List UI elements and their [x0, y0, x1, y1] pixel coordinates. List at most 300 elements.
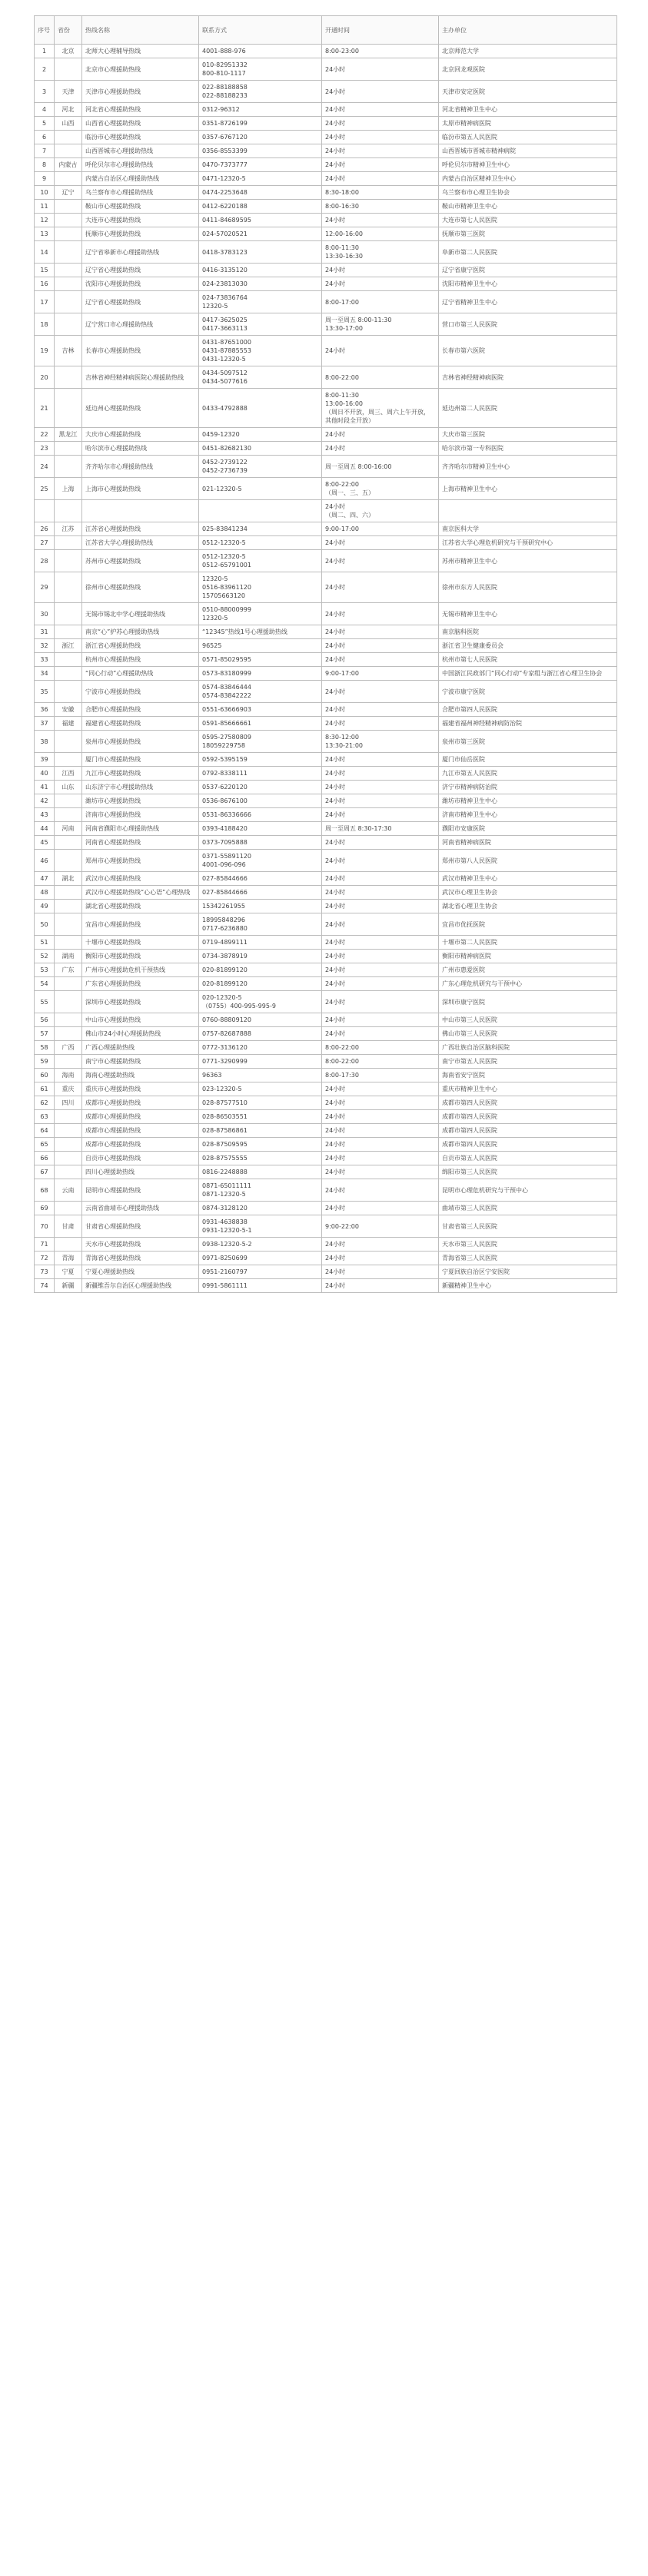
row-phone: 024-73836764 12320-5 [199, 291, 322, 313]
table-row [35, 117, 617, 131]
row-hours: 24小时 [322, 1238, 439, 1252]
row-organizer: 徐州市东方人民医院 [439, 572, 617, 603]
row-number: 54 [35, 977, 55, 991]
row-province: 甘肃 [55, 1215, 82, 1238]
row-organizer: 河南省精神病医院 [439, 836, 617, 850]
row-organizer: 天津市安定医院 [439, 81, 617, 103]
row-number: 24 [35, 456, 55, 478]
row-hours: 24小时 [322, 936, 439, 950]
hotline-table [34, 15, 617, 1293]
row-province [55, 794, 82, 808]
hotline-document [34, 15, 616, 1293]
row-phone: 0951-2160797 [199, 1265, 322, 1279]
row-phone: 0431-87651000 0431-87885553 0431-12320-5 [199, 336, 322, 366]
table-row [35, 977, 617, 991]
table-row [35, 913, 617, 936]
row-phone: 0551-63666903 [199, 703, 322, 717]
row-organizer: 绵阳市第三人民医院 [439, 1165, 617, 1179]
row-hotline-name: 山西省心理援助热线 [82, 117, 199, 131]
table-row [35, 103, 617, 117]
table-row [35, 717, 617, 731]
row-hotline-name: 武汉市心理援助热线 [82, 872, 199, 886]
row-hours: 24小时 [322, 1279, 439, 1293]
row-hotline-name: 郑州市心理援助热线 [82, 850, 199, 872]
row-hours: 24小时 [322, 144, 439, 158]
row-hours: 24小时 [322, 336, 439, 366]
row-province [55, 200, 82, 214]
row-number: 20 [35, 366, 55, 389]
row-province [55, 681, 82, 703]
row-hotline-name: 宜昌市心理援助热线 [82, 913, 199, 936]
row-organizer: 合肥市第四人民医院 [439, 703, 617, 717]
row-organizer: 哈尔滨市第一专科医院 [439, 442, 617, 456]
row-number: 29 [35, 572, 55, 603]
row-number: 61 [35, 1082, 55, 1096]
row-hotline-name [82, 500, 199, 522]
row-hotline-name: 辽宁营口市心理援助热线 [82, 313, 199, 336]
row-number [35, 500, 55, 522]
table-row [35, 1124, 617, 1138]
row-organizer: 甘肃省第三人民医院 [439, 1215, 617, 1238]
row-province [55, 1055, 82, 1069]
row-phone: 028-87509595 [199, 1138, 322, 1152]
row-hotline-name: 南京“心”护苏心理援助热线 [82, 625, 199, 639]
row-organizer: 泉州市第三医院 [439, 731, 617, 753]
row-hours: 24小时 [322, 103, 439, 117]
table-row [35, 950, 617, 963]
row-hotline-name: 成都市心理援助热线 [82, 1110, 199, 1124]
row-province: 湖南 [55, 950, 82, 963]
row-hotline-name: 广东省心理援助热线 [82, 977, 199, 991]
row-province [55, 291, 82, 313]
row-hours: 8:30-18:00 [322, 186, 439, 200]
row-number: 41 [35, 781, 55, 794]
row-number: 67 [35, 1165, 55, 1179]
row-organizer: 南京脑科医院 [439, 625, 617, 639]
row-province [55, 366, 82, 389]
row-hotline-name: 长春市心理援助热线 [82, 336, 199, 366]
row-province: 新疆 [55, 1279, 82, 1293]
row-organizer: 杭州市第七人民医院 [439, 653, 617, 667]
row-phone: 0931-4638838 0931-12320-5-1 [199, 1215, 322, 1238]
row-number: 65 [35, 1138, 55, 1152]
row-organizer: 太原市精神病医院 [439, 117, 617, 131]
row-hotline-name: 佛山市24小时心理援助热线 [82, 1027, 199, 1041]
row-organizer: 苏州市精神卫生中心 [439, 550, 617, 572]
row-hours: 24小时 [322, 1027, 439, 1041]
row-number: 57 [35, 1027, 55, 1041]
row-province [55, 264, 82, 277]
row-phone: 0531-86336666 [199, 808, 322, 822]
row-hotline-name: 衡阳市心理援助热线 [82, 950, 199, 963]
row-organizer: 辽宁省精神卫生中心 [439, 291, 617, 313]
row-number: 14 [35, 241, 55, 264]
row-hours: 24小时 [322, 1013, 439, 1027]
table-row [35, 1238, 617, 1252]
row-phone: 0357-6767120 [199, 131, 322, 144]
table-row [35, 900, 617, 913]
row-number: 71 [35, 1238, 55, 1252]
row-number: 34 [35, 667, 55, 681]
row-hotline-name: 乌兰察布市心理援助热线 [82, 186, 199, 200]
row-organizer: 厦门市仙岳医院 [439, 753, 617, 767]
row-number: 50 [35, 913, 55, 936]
row-number: 19 [35, 336, 55, 366]
row-phone: 0416-3135120 [199, 264, 322, 277]
row-phone: 028-87586861 [199, 1124, 322, 1138]
row-province [55, 653, 82, 667]
row-hotline-name: 延边州心理援助热线 [82, 389, 199, 428]
row-hotline-name: 济南市心理援助热线 [82, 808, 199, 822]
row-organizer: 湖北省心理卫生协会 [439, 900, 617, 913]
row-hours: 24小时 [322, 172, 439, 186]
table-row [35, 81, 617, 103]
row-organizer: 重庆市精神卫生中心 [439, 1082, 617, 1096]
table-row [35, 753, 617, 767]
table-row [35, 991, 617, 1013]
row-phone: 024-57020521 [199, 227, 322, 241]
row-phone: 010-82951332 800-810-1117 [199, 58, 322, 81]
row-hours: 8:00-16:30 [322, 200, 439, 214]
row-number: 42 [35, 794, 55, 808]
row-hotline-name: 广州市心理援助危机干预热线 [82, 963, 199, 977]
row-hours: 24小时 [322, 1265, 439, 1279]
row-hours: 24小时 [322, 277, 439, 291]
row-hours: 24小时 [322, 428, 439, 442]
table-row [35, 1069, 617, 1082]
row-province [55, 536, 82, 550]
row-hotline-name: 山东济宁市心理援助热线 [82, 781, 199, 794]
row-province: 广西 [55, 1041, 82, 1055]
table-row [35, 336, 617, 366]
row-province [55, 936, 82, 950]
row-organizer: 鞍山市精神卫生中心 [439, 200, 617, 214]
row-number: 38 [35, 731, 55, 753]
table-row [35, 277, 617, 291]
row-province [55, 886, 82, 900]
row-phone: 0760-88809120 [199, 1013, 322, 1027]
row-hours: 8:00-22:00 [322, 1055, 439, 1069]
row-number: 58 [35, 1041, 55, 1055]
row-province [55, 500, 82, 522]
row-organizer: 成都市第四人民医院 [439, 1138, 617, 1152]
row-hotline-name: 九江市心理援助热线 [82, 767, 199, 781]
table-row [35, 1202, 617, 1215]
table-row [35, 1138, 617, 1152]
row-hotline-name: 辽宁省心理援助热线 [82, 291, 199, 313]
row-phone: 0411-84689595 [199, 214, 322, 227]
row-number: 40 [35, 767, 55, 781]
row-hotline-name: 呼伦贝尔市心理援助热线 [82, 158, 199, 172]
row-number: 30 [35, 603, 55, 625]
table-row [35, 522, 617, 536]
row-organizer: 无锡市精神卫生中心 [439, 603, 617, 625]
row-number: 23 [35, 442, 55, 456]
row-phone: 021-12320-5 [199, 478, 322, 500]
row-phone: 020-12320-5 （0755）400-995-995-9 [199, 991, 322, 1013]
row-province: 海南 [55, 1069, 82, 1082]
row-organizer: 江苏省大学心理危机研究与干预研究中心 [439, 536, 617, 550]
row-hours: 24小时 [322, 1252, 439, 1265]
row-province: 北京 [55, 45, 82, 58]
row-province [55, 731, 82, 753]
row-hotline-name: 天水市心理援助热线 [82, 1238, 199, 1252]
row-organizer: 营口市第三人民医院 [439, 313, 617, 336]
row-province [55, 389, 82, 428]
table-row [35, 144, 617, 158]
row-hours: 24小时 [322, 872, 439, 886]
row-hotline-name: 海南心理援助热线 [82, 1069, 199, 1082]
row-province [55, 131, 82, 144]
row-phone: 0591-85666661 [199, 717, 322, 731]
row-organizer: 成都市第四人民医院 [439, 1110, 617, 1124]
row-number: 59 [35, 1055, 55, 1069]
row-hotline-name: 山西晋城市心理援助热线 [82, 144, 199, 158]
row-number: 5 [35, 117, 55, 131]
header-phone: 联系方式 [199, 16, 322, 45]
row-number: 63 [35, 1110, 55, 1124]
table-row [35, 1265, 617, 1279]
row-hours: 24小时 [322, 264, 439, 277]
row-hours: 24小时 [322, 1082, 439, 1096]
row-province: 吉林 [55, 336, 82, 366]
row-hours: 24小时 [322, 767, 439, 781]
table-row [35, 963, 617, 977]
row-hotline-name: 南宁市心理援助热线 [82, 1055, 199, 1069]
row-hours: 24小时 [322, 81, 439, 103]
row-number: 36 [35, 703, 55, 717]
row-hotline-name: 河南省濮阳市心理援助热线 [82, 822, 199, 836]
row-number: 31 [35, 625, 55, 639]
row-hotline-name: 哈尔滨市心理援助热线 [82, 442, 199, 456]
row-number: 70 [35, 1215, 55, 1238]
row-phone: 0474-2253648 [199, 186, 322, 200]
table-row [35, 836, 617, 850]
row-number: 6 [35, 131, 55, 144]
row-organizer: 佛山市第三人民医院 [439, 1027, 617, 1041]
table-row [35, 822, 617, 836]
row-hotline-name: 十堰市心理援助热线 [82, 936, 199, 950]
table-row [35, 625, 617, 639]
table-row [35, 131, 617, 144]
row-province: 宁夏 [55, 1265, 82, 1279]
row-phone: 0574-83846444 0574-83842222 [199, 681, 322, 703]
row-number: 21 [35, 389, 55, 428]
row-hours: 9:00-17:00 [322, 667, 439, 681]
row-province [55, 1138, 82, 1152]
row-organizer: 南京医科大学 [439, 522, 617, 536]
row-hotline-name: 苏州市心理援助热线 [82, 550, 199, 572]
row-province: 上海 [55, 478, 82, 500]
row-hotline-name: 武汉市心理援助热线“心心语”心理热线 [82, 886, 199, 900]
row-phone: 024-23813030 [199, 277, 322, 291]
row-hotline-name: 潍坊市心理援助热线 [82, 794, 199, 808]
row-organizer: 青海省第三人民医院 [439, 1252, 617, 1265]
row-organizer: 内蒙古自治区精神卫生中心 [439, 172, 617, 186]
row-hours: 24小时 [322, 131, 439, 144]
row-hotline-name: 吉林省神经精神病医院心理援助热线 [82, 366, 199, 389]
row-province: 辽宁 [55, 186, 82, 200]
row-phone: 0573-83180999 [199, 667, 322, 681]
table-row [35, 500, 617, 522]
row-province: 青海 [55, 1252, 82, 1265]
row-hours: 8:00-22:00 [322, 366, 439, 389]
table-row [35, 1055, 617, 1069]
row-province [55, 900, 82, 913]
row-province: 江苏 [55, 522, 82, 536]
row-organizer: 曲靖市第三人民医院 [439, 1202, 617, 1215]
row-hotline-name: 厦门市心理援助热线 [82, 753, 199, 767]
row-hotline-name: 中山市心理援助热线 [82, 1013, 199, 1027]
row-phone: 0816-2248888 [199, 1165, 322, 1179]
row-number: 28 [35, 550, 55, 572]
row-organizer: 浙江省卫生健康委员会 [439, 639, 617, 653]
row-number: 12 [35, 214, 55, 227]
row-phone: 0459-12320 [199, 428, 322, 442]
row-province: 云南 [55, 1179, 82, 1202]
table-row [35, 58, 617, 81]
row-hours: 周一至周五 8:00-16:00 [322, 456, 439, 478]
table-row [35, 291, 617, 313]
row-organizer: 自贡市第五人民医院 [439, 1152, 617, 1165]
row-hours: 24小时 [322, 717, 439, 731]
table-row [35, 639, 617, 653]
row-province [55, 1165, 82, 1179]
row-hotline-name: 辽宁省皋新市心理援助热线 [82, 241, 199, 264]
row-phone: 0874-3128120 [199, 1202, 322, 1215]
row-province: 浙江 [55, 639, 82, 653]
row-province [55, 1027, 82, 1041]
row-phone: 0595-27580809 18059229758 [199, 731, 322, 753]
table-header-row [35, 16, 617, 45]
row-hours: 24小时 [322, 950, 439, 963]
row-phone: 025-83841234 [199, 522, 322, 536]
row-hotline-name: 上海市心理援助热线 [82, 478, 199, 500]
row-phone: 028-86503551 [199, 1110, 322, 1124]
row-phone: 0537-6220120 [199, 781, 322, 794]
table-row [35, 936, 617, 950]
row-hours: 24小时 [322, 794, 439, 808]
table-row [35, 1013, 617, 1027]
row-number: 17 [35, 291, 55, 313]
row-number: 7 [35, 144, 55, 158]
row-hotline-name: 天津市心理援助热线 [82, 81, 199, 103]
row-organizer: 昆明市心理危机研究与干预中心 [439, 1179, 617, 1202]
row-organizer: 衡阳市精神病医院 [439, 950, 617, 963]
row-hotline-name: 湖北省心理援助热线 [82, 900, 199, 913]
row-hours: 8:00-17:00 [322, 291, 439, 313]
table-row [35, 731, 617, 753]
row-organizer: 北京回龙观医院 [439, 58, 617, 81]
row-hours: 24小时 [322, 58, 439, 81]
row-phone: 0536-8676100 [199, 794, 322, 808]
row-hours: 24小时 [322, 1202, 439, 1215]
table-body [35, 45, 617, 1293]
table-row [35, 1165, 617, 1179]
row-organizer: 阜新市第二人民医院 [439, 241, 617, 264]
row-phone: 028-87577510 [199, 1096, 322, 1110]
row-hours: 24小时 （周二、四、六） [322, 500, 439, 522]
row-phone: 0371-55891120 4001-096-096 [199, 850, 322, 872]
table-row [35, 214, 617, 227]
row-phone: 022-88188858 022-88188233 [199, 81, 322, 103]
row-hours: 24小时 [322, 536, 439, 550]
row-province [55, 1238, 82, 1252]
row-phone: 0351-8726199 [199, 117, 322, 131]
row-number: 48 [35, 886, 55, 900]
row-hours: 24小时 [322, 639, 439, 653]
table-row [35, 1179, 617, 1202]
row-phone: 0417-3625025 0417-3663113 [199, 313, 322, 336]
row-organizer: 福建省福州神经精神病防治院 [439, 717, 617, 731]
row-hotline-name: 杭州市心理援助热线 [82, 653, 199, 667]
row-number: 15 [35, 264, 55, 277]
table-row [35, 1279, 617, 1293]
row-province: 重庆 [55, 1082, 82, 1096]
row-number: 55 [35, 991, 55, 1013]
table-row [35, 1096, 617, 1110]
row-province: 湖北 [55, 872, 82, 886]
row-hotline-name: 昆明市心理援助热线 [82, 1179, 199, 1202]
row-number: 68 [35, 1179, 55, 1202]
header-organizer: 主办单位 [439, 16, 617, 45]
row-organizer: 广西壮族自治区脑科医院 [439, 1041, 617, 1055]
row-organizer: 武汉市精神卫生中心 [439, 872, 617, 886]
row-number: 25 [35, 478, 55, 500]
row-organizer: 广东心理危机研究与干预中心 [439, 977, 617, 991]
row-hours: 24小时 [322, 991, 439, 1013]
row-organizer: 延边州第二人民医院 [439, 389, 617, 428]
row-number: 27 [35, 536, 55, 550]
row-phone: 0571-85029595 [199, 653, 322, 667]
row-province [55, 144, 82, 158]
row-organizer: 成都市第四人民医院 [439, 1096, 617, 1110]
row-number: 46 [35, 850, 55, 872]
row-province: 黑龙江 [55, 428, 82, 442]
row-hours: 24小时 [322, 603, 439, 625]
table-row [35, 313, 617, 336]
row-organizer: 宁波市康宁医院 [439, 681, 617, 703]
row-hours: 24小时 [322, 1124, 439, 1138]
row-hotline-name: 北师大心理辅导热线 [82, 45, 199, 58]
row-hours: 8:00-17:30 [322, 1069, 439, 1082]
row-hotline-name: 青海省心理援助热线 [82, 1252, 199, 1265]
row-number: 43 [35, 808, 55, 822]
row-phone: 0734-3878919 [199, 950, 322, 963]
row-number: 16 [35, 277, 55, 291]
row-phone: 96363 [199, 1069, 322, 1082]
row-phone: 027-85844666 [199, 872, 322, 886]
row-hotline-name: 深圳市心理援助热线 [82, 991, 199, 1013]
table-row [35, 681, 617, 703]
row-hours: 24小时 [322, 1152, 439, 1165]
row-number: 53 [35, 963, 55, 977]
row-province [55, 214, 82, 227]
row-hours: 24小时 [322, 1138, 439, 1152]
table-row [35, 442, 617, 456]
row-hours: 24小时 [322, 625, 439, 639]
row-organizer: 北京师范大学 [439, 45, 617, 58]
row-number: 35 [35, 681, 55, 703]
row-province [55, 277, 82, 291]
row-phone [199, 500, 322, 522]
row-province: 广东 [55, 963, 82, 977]
row-hotline-name: 河北省心理援助热线 [82, 103, 199, 117]
row-province [55, 1202, 82, 1215]
row-province [55, 442, 82, 456]
row-number: 10 [35, 186, 55, 200]
table-row [35, 603, 617, 625]
